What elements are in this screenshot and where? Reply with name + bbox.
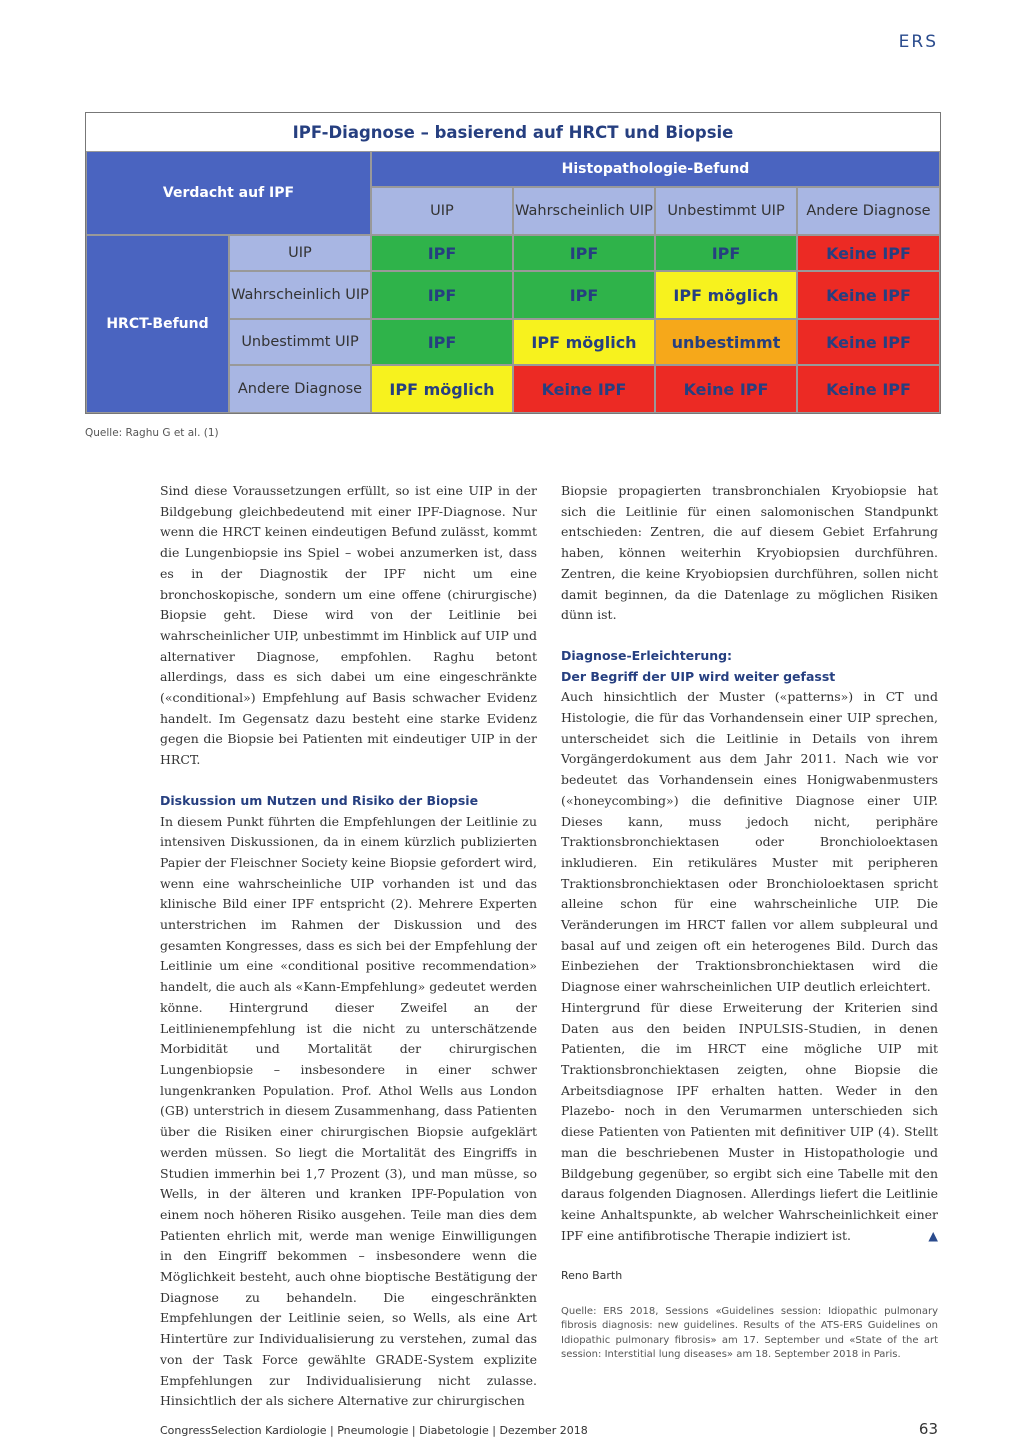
column-header: Unbestimmt UIP [655, 187, 797, 235]
row-header: Unbestimmt UIP [229, 319, 371, 365]
table-cell: unbestimmt [655, 319, 797, 365]
end-triangle-icon: ▲ [928, 1227, 938, 1243]
author: Reno Barth [561, 1269, 623, 1283]
brand-label: ERS [898, 32, 938, 52]
table-source: Quelle: Raghu G et al. (1) [85, 427, 219, 439]
paragraph-text: Hintergrund für diese Erweiterung der Kriterien sind Daten aus den beiden INPULSIS-Studien, in denen Patienten, die im HRCT eine mögliche UIP mit Traktionsbronchiektasen zeigten, ohne Biopsie die Arbeitsdiagnose IPF erhalten hatten. Weder in den Plazebo- noch in den Verumarmen unterschieden sich diese Patienten von Patienten mit definitiver UIP (4). Stellt man die beschriebenen Muster in Histopathologie und Bildgebung gegenüber, so ergibt sich eine Tabelle mit den daraus folgenden Diagnosen. Allerdings liefert die Leitlinie keine Anhaltspunkte, ab welcher Wahrscheinlichkeit einer IPF eine antifibrotische Therapie indiziert ist. [561, 999, 938, 1243]
table-title: IPF-Diagnose – basierend auf HRCT und Biopsie [292, 122, 734, 142]
column-header: Wahrscheinlich UIP [513, 187, 655, 235]
table-cell: Keine IPF [513, 365, 655, 413]
table-cell: IPF [371, 319, 513, 365]
row-header: Wahrscheinlich UIP [229, 271, 371, 319]
column-header: Andere Diagnose [797, 187, 940, 235]
paragraph: Auch hinsichtlich der Muster («patterns») in CT und Histologie, die für das Vorhandensein einer UIP sprechen, unterscheidet sich die Leitlinie in Details von ihrem Vorgängerdokument aus dem Jahr 2011. Nach wie vor bedeutet das Vorhandensein eines Honigwabenmusters («honeycombing») die definitive Diagnose einer UIP. Dieses kann, muss jedoch nicht, periphäre Traktionsbronchiektasen oder Bronchioloektasen inkludieren. Ein retikuläres Muster mit peripheren Traktionsbronchiektasen oder Bronchioloektasen spricht alleine schon für eine wahrscheinliche UIP. Die Veränderungen im HRCT fallen vor allem subpleural und basal auf und zeigen oft ein heterogenes Bild. Durch das Einbeziehen der Traktionsbronchiektasen wird die Diagnose einer wahrscheinlichen UIP deutlich erleichtert. [561, 689, 938, 995]
row-header: UIP [229, 235, 371, 271]
histo-header: Histopathologie-Befund [371, 151, 940, 187]
table-cell: Keine IPF [797, 271, 940, 319]
article-source: Quelle: ERS 2018, Sessions «Guidelines session: Idiopathic pulmonary fibrosis diagnosis: new guidelines. Results of the ATS-ERS Guidelines on Idiopathic pulmonary fibrosis» am 17. September und «State of the art session: Interstitial lung diseases» am 18. September 2018 in Paris. [561, 1306, 938, 1360]
section-heading: Der Begriff der UIP wird weiter gefasst [561, 668, 836, 684]
table-cell: IPF möglich [655, 271, 797, 319]
page-number: 63 [918, 1420, 938, 1438]
table-cell: Keine IPF [797, 235, 940, 271]
paragraph: In diesem Punkt führten die Empfehlungen der Leitlinie zu intensiven Diskussionen, da in einem kürzlich publizierten Papier der Fleischner Society keine Biopsie gefordert wird, wenn eine wahrscheinliche UIP vorhanden ist und das klinische Bild einer IPF entspricht (2). Mehrere Experten unterstrichen im Rahmen der Diskussion und des gesamten Kongresses, dass es sich bei der Empfehlung der Leitlinie um eine «conditional positive recommendation» handelt, die auch als «Kann-Empfehlung» gedeutet werden könne. Hintergrund dieser Zweifel an der Leitlinienempfehlung ist die nicht zu unterschätzende Morbidität und Mortalität der chirurgischen Lungenbiopsie – insbesondere in einer schwer lungenkranken Population. Prof. Athol Wells aus London (GB) unterstrich in diesem Zusammenhang, dass Patienten über die Risiken einer chirurgischen Biopsie aufgeklärt werden müssen. So liegt die Mortalität des Eingriffs in Studien immerhin bei 1,7 Prozent (3), und man müsse, so Wells, in der älteren und kranken IPF-Population von einem noch höheren Risiko ausgehen. Teile man dies dem Patienten ehrlich mit, werde man wenige Einwilligungen in den Eingriff bekommen – insbesondere wenn die Möglichkeit besteht, auch ohne bioptische Bestätigung der Diagnose zu behandeln. Die eingeschränkten Empfehlungen der Leitlinie seien, so Wells, als eine Art Hintertüre zur Individualisierung zu verstehen, zumal das von der Task Force gewählte GRADE-System explizite Empfehlungen zur Individualisierung nicht zulasse. Hinsichtlich der als sichere Alternative zur chirurgischen [160, 813, 537, 1409]
diagnosis-table [85, 112, 941, 414]
table-cell: IPF [513, 271, 655, 319]
corner-label: Verdacht auf IPF [86, 151, 371, 235]
table-cell: IPF möglich [513, 319, 655, 365]
table-cell: IPF [371, 271, 513, 319]
column-header: UIP [371, 187, 513, 235]
left-column [160, 481, 537, 1412]
table-cell: Keine IPF [655, 365, 797, 413]
footer-text: CongressSelection Kardiologie | Pneumologie | Diabetologie | Dezember 2018 [160, 1424, 588, 1437]
table-cell: IPF möglich [371, 365, 513, 413]
paragraph: Sind diese Voraussetzungen erfüllt, so ist eine UIP in der Bildgebung gleichbedeutend mit einer IPF-Diagnose. Nur wenn die HRCT keinen eindeutigen Befund zulässt, kommt die Lungenbiopsie ins Spiel – wobei anzumerken ist, dass es in der Diagnostik der IPF nicht um eine bronchoskopische, sondern um eine offene (chirurgische) Biopsie geht. Diese wird von der Leitlinie bei wahrscheinlicher UIP, unbestimmt im Hinblick auf UIP und alternativer Diagnose, empfohlen. Raghu betont allerdings, dass es sich dabei um eine eingeschränkte («conditional») Empfehlung auf Basis schwacher Evidenz handelt. Im Gegensatz dazu besteht eine starke Evidenz gegen die Biopsie bei Patienten mit eindeutiger UIP in der HRCT. [160, 483, 537, 768]
table-cell: IPF [371, 235, 513, 271]
section-heading: Diagnose-Erleichterung: [561, 647, 733, 663]
table-cell: Keine IPF [797, 319, 940, 365]
right-column [561, 481, 938, 1362]
table-cell: IPF [655, 235, 797, 271]
table-cell: Keine IPF [797, 365, 940, 413]
hrct-header: HRCT-Befund [86, 235, 229, 413]
section-heading: Diskussion um Nutzen und Risiko der Biopsie [160, 792, 479, 808]
paragraph: Biopsie propagierten transbronchialen Kryobiopsie hat sich die Leitlinie für einen salomonischen Standpunkt entschieden: Zentren, die auf diesem Gebiet Erfahrung haben, können weiterhin Kryobiopsien durchführen. Zentren, die keine Kryobiopsien durchführen, sollen nicht damit beginnen, da die Datenlage zu möglichen Risiken dünn ist. [561, 483, 938, 623]
paragraph [561, 998, 938, 1246]
table-cell: IPF [513, 235, 655, 271]
row-header: Andere Diagnose [229, 365, 371, 413]
